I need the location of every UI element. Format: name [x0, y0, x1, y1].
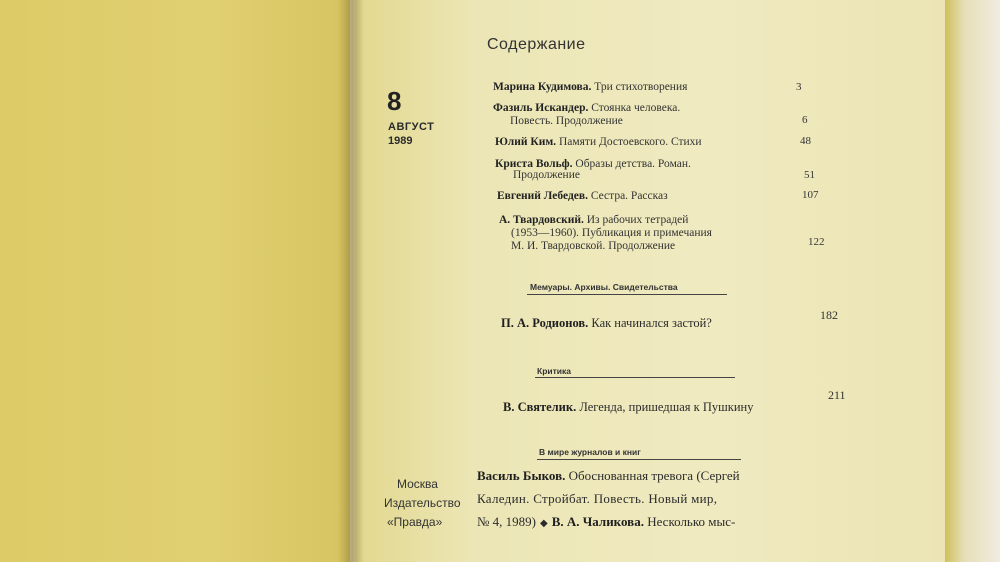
- entry-author: Евгений Лебедев.: [497, 190, 588, 202]
- entry-title-line: М. И. Твардовской. Продолжение: [511, 240, 676, 252]
- toc-entry: [503, 399, 753, 416]
- toc-entry: [493, 79, 687, 95]
- entry-page: 6: [802, 114, 808, 126]
- entry-page: 122: [808, 236, 825, 248]
- issue-year: 1989: [388, 135, 413, 147]
- entry-page: 107: [802, 189, 819, 201]
- review-line-1: [477, 467, 740, 484]
- entry-title: Из рабочих тетрадей: [586, 214, 689, 226]
- left-page: [0, 0, 350, 562]
- entry-title: Легенда, пришедшая к Пушкину: [579, 400, 754, 414]
- entry-author: Юлий Ким.: [495, 136, 557, 148]
- entry-title-line: (1953—1960). Публикация и примечания: [511, 227, 712, 239]
- review-text: № 4, 1989): [477, 514, 536, 529]
- entry-page: 51: [804, 169, 815, 181]
- toc-entry: [497, 188, 668, 204]
- diamond-bullet-icon: ◆: [539, 518, 548, 529]
- entry-page: 3: [796, 81, 802, 93]
- publisher-name: «Правда»: [387, 515, 443, 529]
- entry-title-line: Продолжение: [513, 169, 580, 181]
- entry-title: Сестра. Рассказ: [590, 190, 668, 202]
- section-label: В мире журналов и книг: [539, 447, 641, 457]
- section-rule: [537, 459, 741, 460]
- issue-number: 8: [387, 86, 402, 116]
- page-edge: [945, 0, 1000, 562]
- review-line-2: Каледин. Стройбат. Повесть. Новый мир,: [477, 491, 718, 506]
- book-gutter: [338, 0, 364, 562]
- contents-heading: Содержание: [487, 36, 586, 53]
- entry-title: Памяти Достоевского. Стихи: [558, 136, 702, 148]
- entry-page: 182: [820, 308, 838, 322]
- section-rule: [535, 377, 735, 378]
- entry-page: 211: [828, 388, 846, 402]
- publisher-house: Издательство: [384, 496, 461, 510]
- publisher-city: Москва: [397, 477, 438, 491]
- entry-title: Как начинался застой?: [591, 316, 712, 330]
- section-rule: [527, 294, 727, 295]
- entry-author: Марина Кудимова.: [493, 81, 592, 93]
- entry-title-line: Повесть. Продолжение: [510, 115, 623, 127]
- section-label: Мемуары. Архивы. Свидетельства: [530, 282, 678, 292]
- entry-title: Три стихотворения: [594, 81, 688, 93]
- entry-title: Образы детства. Роман.: [575, 158, 691, 170]
- toc-entry: [501, 315, 712, 332]
- entry-author: А. Твардовский.: [499, 214, 584, 226]
- entry-title: Стоянка человека.: [591, 102, 681, 114]
- entry-page: 48: [800, 135, 811, 147]
- review-next-text: Несколько мыс-: [647, 514, 736, 529]
- review-next-author: В. А. Чаликова.: [551, 514, 644, 529]
- review-line-3: [477, 513, 735, 532]
- section-label: Критика: [537, 366, 571, 376]
- toc-entry: [495, 134, 702, 150]
- entry-author: В. Святелик.: [503, 400, 577, 414]
- issue-month: АВГУСТ: [388, 121, 435, 133]
- entry-author: Криста Вольф.: [495, 158, 573, 170]
- entry-author: П. А. Родионов.: [501, 316, 589, 330]
- review-author: Василь Быков.: [477, 468, 566, 483]
- review-text: Обоснованная тревога (Сергей: [568, 468, 740, 483]
- entry-author: Фазиль Искандер.: [493, 102, 589, 114]
